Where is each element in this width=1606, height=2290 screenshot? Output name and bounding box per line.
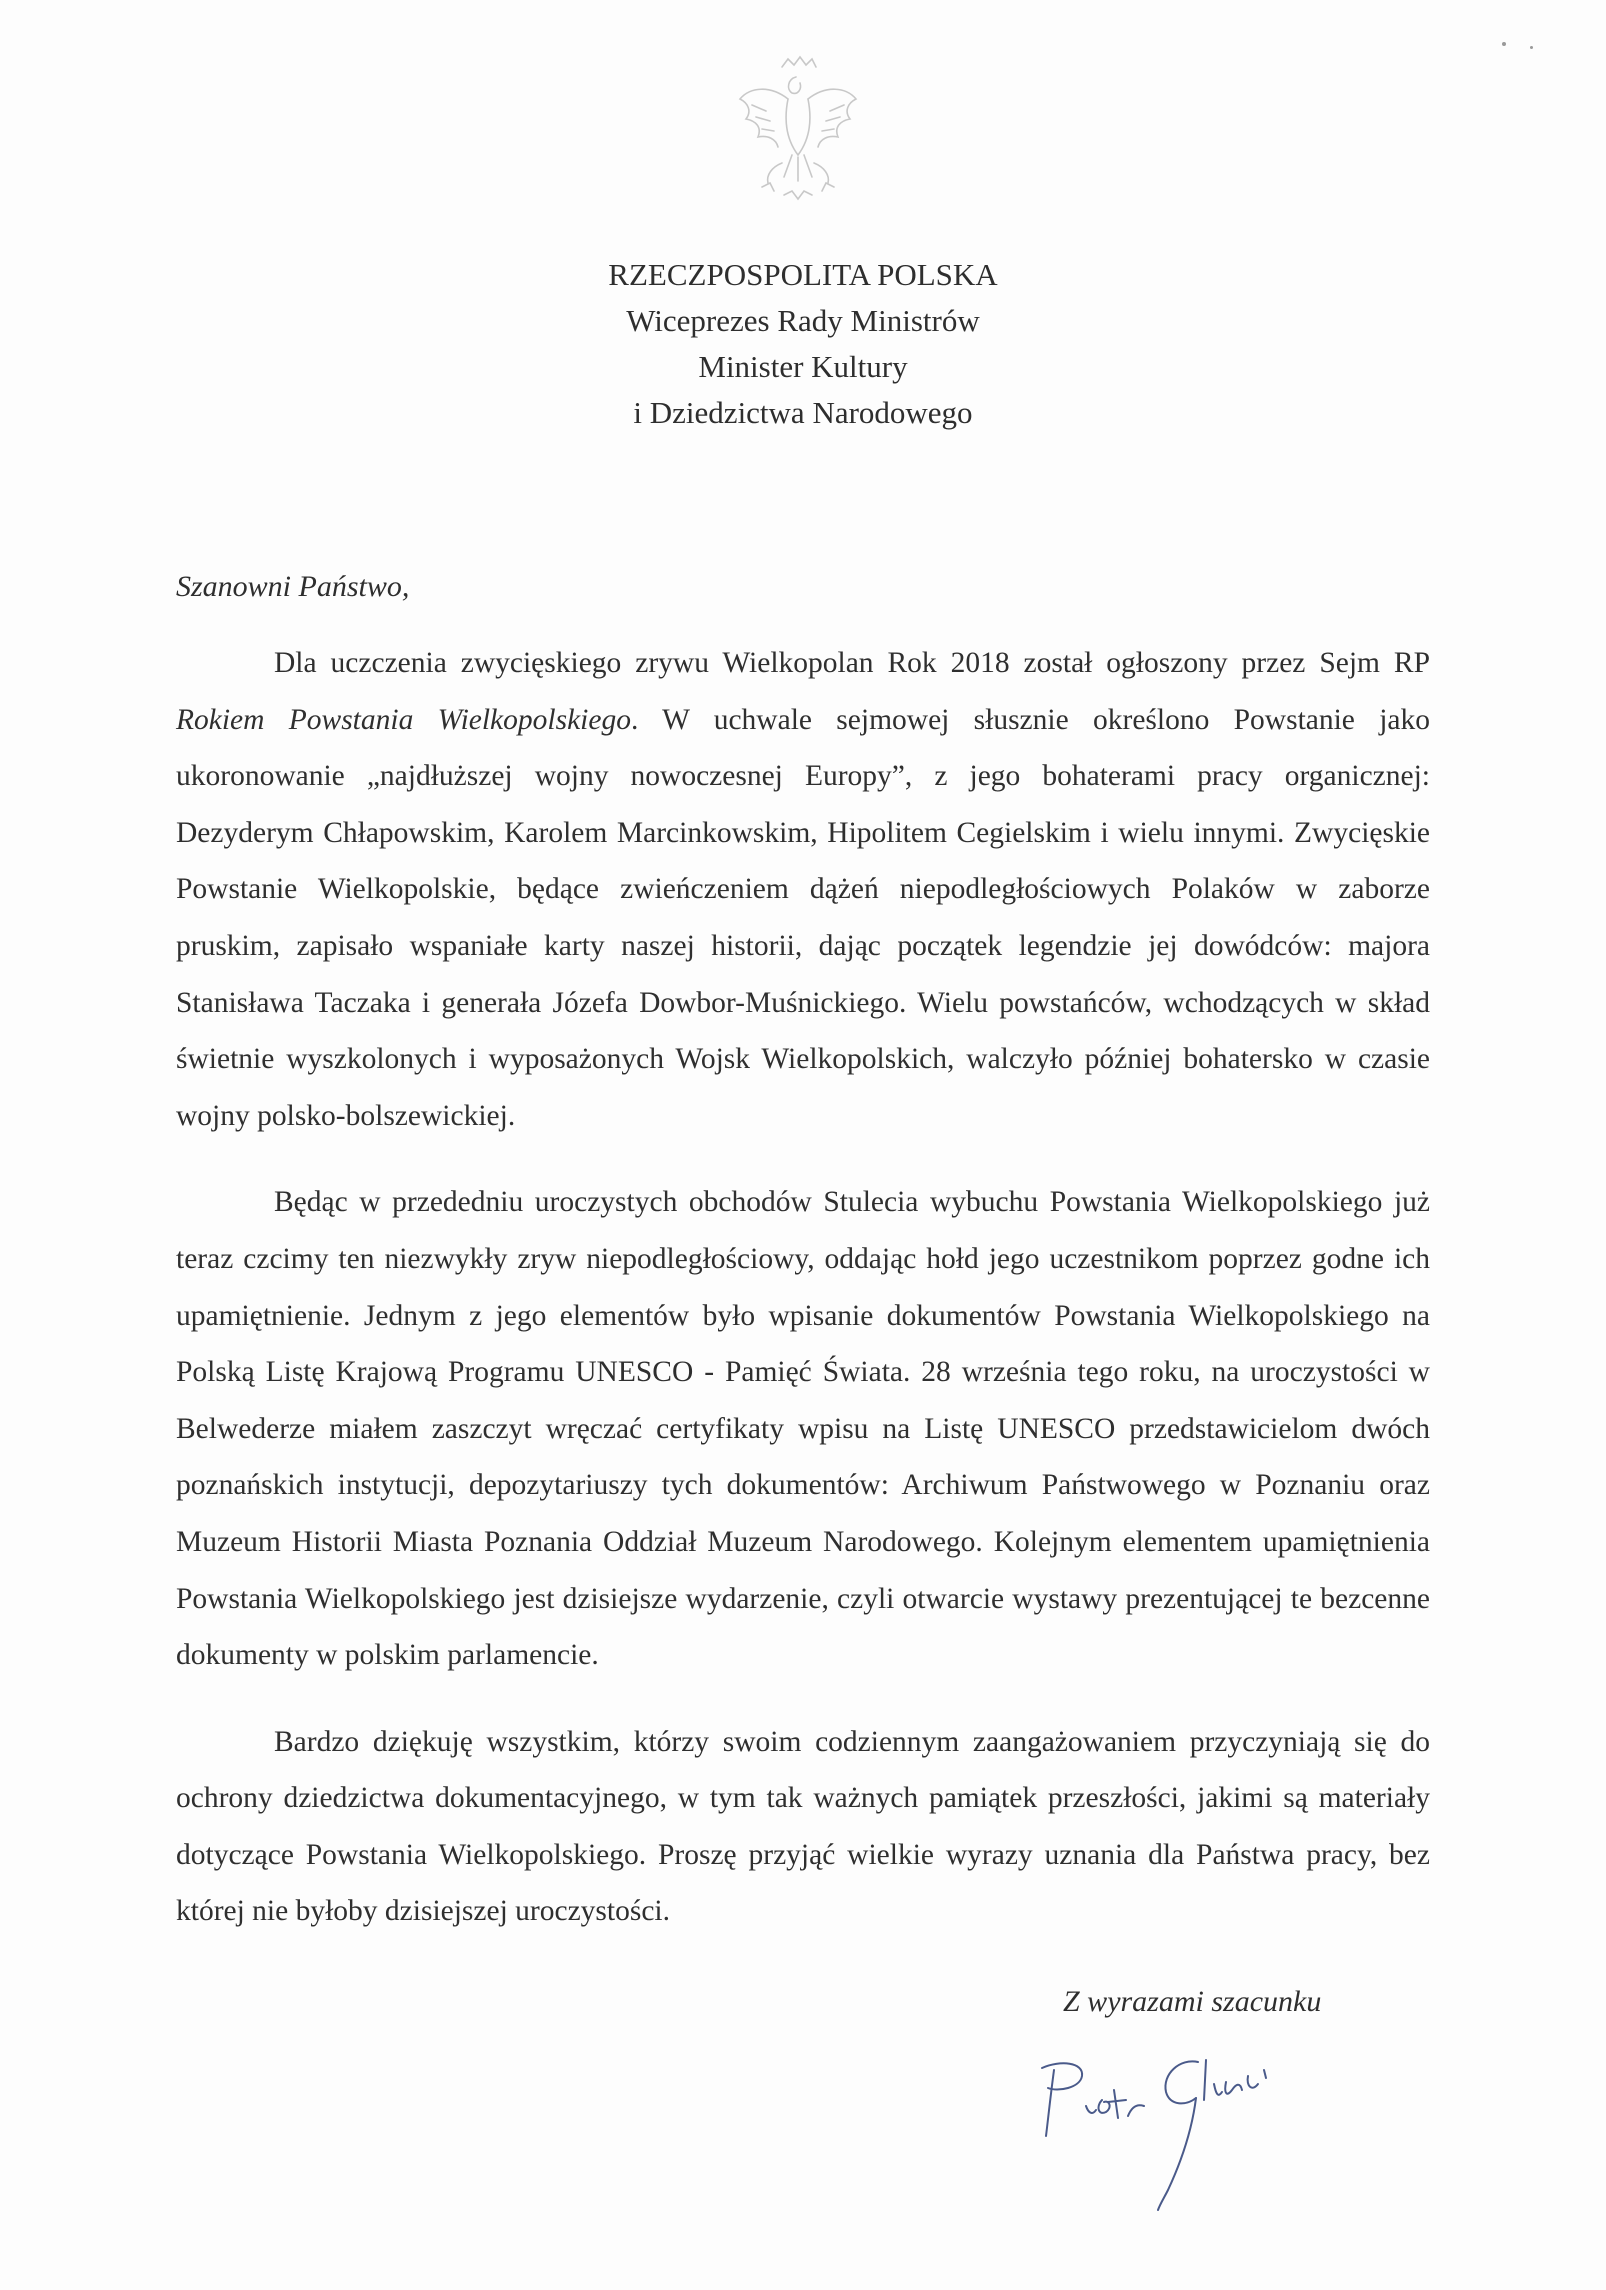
- paragraph-3: Bardzo dziękuję wszystkim, którzy swoim codziennym zaangażowaniem przyczyniają się do ochrony dziedzictwa dokumentacyjnego, w tym tak ważnych pamiątek przeszłości, jakimi są materiały dotyczące Powstania Wielkopolskiego. Proszę przyjąć wielkie wyrazy uznania dla Państwa pracy, bez której nie byłoby dzisiejszej uroczystości.: [176, 1725, 1430, 1928]
- letter-body: [176, 635, 1430, 1970]
- scan-speck: [1530, 46, 1533, 49]
- letterhead: [403, 252, 1203, 436]
- letterhead-ministry-line1: Minister Kultury: [698, 349, 908, 384]
- letterhead-ministry-line2: i Dziedzictwa Narodowego: [633, 395, 973, 430]
- paragraph-2: Będąc w przededniu uroczystych obchodów Stulecia wybuchu Powstania Wielkopolskiego już teraz czcimy ten niezwykły zryw niepodległościowy, oddając hołd jego uczestnikom poprzez godne ich upamiętnienie. Jednym z jego elementów było wpisanie dokumentów Powstania Wielkopolskiego na Polską Listę Krajową Programu UNESCO - Pamięć Świata. 28 września tego roku, na uroczystości w Belwederze miałem zaszczyt wręczać certyfikaty wpisu na Listę UNESCO przedstawicielom dwóch poznańskich instytucji, depozytariuszy tych dokumentów: Archiwum Państwowego w Poznaniu oraz Muzeum Historii Miasta Poznania Oddział Muzeum Narodowego. Kolejnym elementem upamiętnienia Powstania Wielkopolskiego jest dzisiejsze wydarzenie, czyli otwarcie wystawy prezentującej te bezcenne dokumenty w polskim parlamencie.: [176, 1186, 1430, 1672]
- salutation: Szanowni Państwo,: [176, 570, 410, 603]
- handwritten-signature-icon: [1020, 2040, 1340, 2220]
- letterhead-country: RZECZPOSPOLITA POLSKA: [608, 257, 998, 292]
- paragraph-1: [176, 635, 1430, 1144]
- paragraph-1-italic-title: Rokiem Powstania Wielkopolskiego: [176, 703, 631, 736]
- polish-eagle-emblem-icon: [722, 55, 872, 215]
- paragraph-1-text-b: . W uchwale sejmowej słusznie określono Powstanie jako ukoronowanie „najdłuższej wojny nowoczesnej Europy”, z jego bohaterami pracy organicznej: Dezyderym Chłapowskim, Karolem Marcinkowskim, Hipolitem Cegielskim i wielu innymi. Zwycięskie Powstanie Wielkopolskie, będące zwieńczeniem dążeń niepodległościowych Polaków w zaborze pruskim, zapisało wspaniałe karty naszej historii, dając początek legendzie jej dowódców: majora Stanisława Taczaka i generała Józefa Dowbor-Muśnickiego. Wielu powstańców, wchodzących w skład świetnie wyszkolonych i wyposażonych Wojsk Wielkopolskich, walczyło później bohatersko w czasie wojny polsko-bolszewickiej.: [176, 703, 1430, 1132]
- letterhead-office: Wiceprezes Rady Ministrów: [626, 303, 980, 338]
- closing-phrase: Z wyrazami szacunku: [1063, 1985, 1322, 2018]
- paragraph-1-text-a: Dla uczczenia zwycięskiego zrywu Wielkopolan Rok 2018 został ogłoszony przez Sejm RP: [274, 647, 1430, 679]
- scan-speck: [1502, 42, 1506, 46]
